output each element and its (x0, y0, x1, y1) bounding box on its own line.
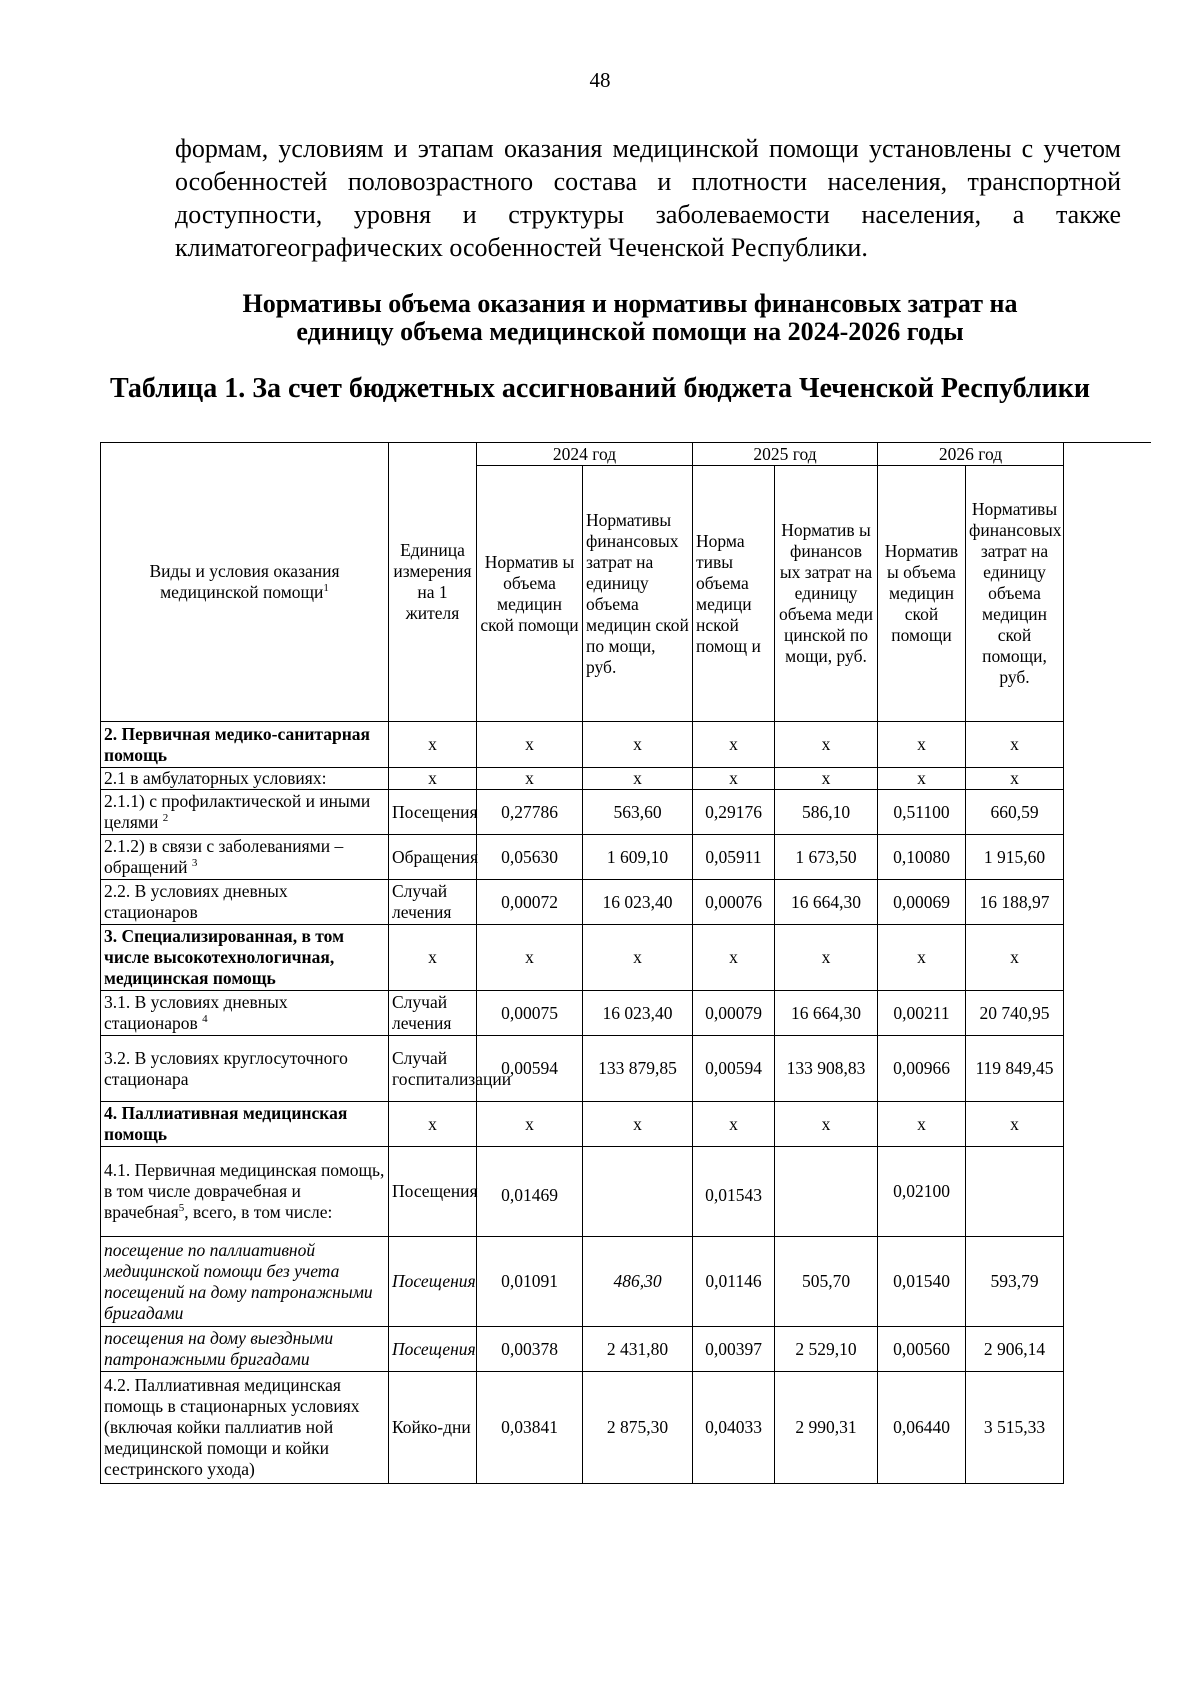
row-unit: х (389, 768, 477, 790)
row-cost-2024: 133 879,85 (583, 1036, 693, 1102)
row-cost-2024: 2 431,80 (583, 1327, 693, 1372)
row-cost-2024: х (583, 925, 693, 991)
row-cost-2026: 20 740,95 (966, 991, 1064, 1036)
row-label: 3.2. В условиях круглосуточного стационара (101, 1036, 389, 1102)
row-label: 3.1. В условиях дневных стационаров $^4$ (101, 991, 389, 1036)
row-volume-2024: 0,01469 (477, 1147, 583, 1237)
row-cost-2026: 2 906,14 (966, 1327, 1064, 1372)
row-volume-2025: х (693, 722, 775, 768)
header-year-2025: 2025 год (693, 443, 878, 466)
table-row (101, 1147, 1151, 1237)
row-volume-2026: х (878, 722, 966, 768)
row-volume-2025: 0,00079 (693, 991, 775, 1036)
row-volume-2026: 0,06440 (878, 1372, 966, 1484)
row-volume-2026: 0,10080 (878, 835, 966, 880)
row-cost-2025: 16 664,30 (775, 880, 878, 925)
row-label: 2. Первичная медико-санитарная помощь (101, 722, 389, 768)
row-cost-2024: х (583, 1102, 693, 1147)
row-volume-2024: х (477, 722, 583, 768)
row-label: 4. Паллиативная медицинская помощь (101, 1102, 389, 1147)
row-volume-2024: х (477, 925, 583, 991)
row-volume-2024: 0,27786 (477, 790, 583, 835)
section-heading (150, 290, 1110, 346)
row-label: посещения на дому выездными патронажными бригадами (101, 1327, 389, 1372)
row-cost-2026: 1 915,60 (966, 835, 1064, 880)
table-row (101, 991, 1151, 1036)
row-cost-2024: 2 875,30 (583, 1372, 693, 1484)
row-volume-2024: 0,00075 (477, 991, 583, 1036)
row-cost-2026: х (966, 925, 1064, 991)
intro-paragraph: формам, условиям и этапам оказания медицинской помощи установлены с учетом особенностей половозрастного состава и плотности населения, транспортной доступности, уровня и структуры заболеваемости населения, а также климатогеографических особенностей Чеченской Республики. (175, 134, 1121, 262)
header-cost-2025: Норматив ы финансов ых затрат на единицу объема меди цинской по мощи, руб. (775, 466, 878, 722)
table-row (101, 835, 1151, 880)
row-label: 2.1.2) в связи с заболеваниями – обращений $^3$ (101, 835, 389, 880)
table-row (101, 1327, 1151, 1372)
row-volume-2026: х (878, 768, 966, 790)
section-heading-line-1: Нормативы объема оказания и нормативы финансовых затрат на (242, 289, 1018, 318)
header-kind: Виды и условия оказания медицинской помощи$^1$ (101, 443, 389, 722)
row-volume-2026: 0,51100 (878, 790, 966, 835)
row-cost-2025: 586,10 (775, 790, 878, 835)
row-unit: Случай лечения (389, 991, 477, 1036)
row-volume-2026: 0,00966 (878, 1036, 966, 1102)
norms-table (100, 442, 1151, 1484)
row-cost-2025: 505,70 (775, 1237, 878, 1327)
page-number: 48 (589, 68, 611, 92)
row-label: 2.2. В условиях дневных стационаров (101, 880, 389, 925)
row-unit: х (389, 1102, 477, 1147)
row-volume-2025: 0,29176 (693, 790, 775, 835)
row-volume-2025: 0,01543 (693, 1147, 775, 1237)
row-volume-2026: 0,02100 (878, 1147, 966, 1237)
row-unit: Посещения (389, 1237, 477, 1327)
header-volume-2026: Норматив ы объема медицин ской помощи (878, 466, 966, 722)
table-row (101, 880, 1151, 925)
table-caption: Таблица 1. За счет бюджетных ассигнований бюджета Чеченской Республики (109, 373, 1091, 404)
table-row (101, 1036, 1151, 1102)
table-row (101, 790, 1151, 835)
row-volume-2024: х (477, 768, 583, 790)
header-volume-2025: Норма тивы объема медици нской помощ и (693, 466, 775, 722)
row-volume-2026: х (878, 925, 966, 991)
row-volume-2024: 0,00594 (477, 1036, 583, 1102)
row-cost-2026: х (966, 1102, 1064, 1147)
header-unit: Единица измерения на 1 жителя (389, 443, 477, 722)
row-volume-2025: х (693, 925, 775, 991)
row-volume-2024: 0,00072 (477, 880, 583, 925)
row-label: посещение по паллиативной медицинской помощи без учета посещений на дому патронажными бригадами (101, 1237, 389, 1327)
row-cost-2025: х (775, 722, 878, 768)
row-cost-2025: х (775, 768, 878, 790)
row-cost-2025: х (775, 1102, 878, 1147)
section-heading-line-2: единицу объема медицинской помощи на 2024-2026 годы (296, 317, 964, 346)
row-cost-2026: 16 188,97 (966, 880, 1064, 925)
row-cost-2026: х (966, 722, 1064, 768)
row-unit: Случай госпитализации (389, 1036, 477, 1102)
row-volume-2026: х (878, 1102, 966, 1147)
row-cost-2025: х (775, 925, 878, 991)
row-volume-2025: 0,01146 (693, 1237, 775, 1327)
row-unit: Обращения (389, 835, 477, 880)
row-volume-2025: х (693, 1102, 775, 1147)
row-volume-2025: 0,05911 (693, 835, 775, 880)
row-volume-2024: 0,03841 (477, 1372, 583, 1484)
row-label: 3. Специализированная, в том числе высокотехнологичная, медицинская помощь (101, 925, 389, 991)
row-volume-2026: 0,00560 (878, 1327, 966, 1372)
row-cost-2024: 486,30 (583, 1237, 693, 1327)
row-volume-2025: 0,00594 (693, 1036, 775, 1102)
row-label: 4.2. Паллиативная медицинская помощь в стационарных условиях (включая койки паллиатив ной медицинской помощи и койки сестринского ухода) (101, 1372, 389, 1484)
table-row (101, 722, 1151, 768)
row-cost-2025 (775, 1147, 878, 1237)
header-year-2026: 2026 год (878, 443, 1064, 466)
row-unit: х (389, 722, 477, 768)
header-volume-2024: Норматив ы объема медицин ской помощи (477, 466, 583, 722)
row-cost-2026: 660,59 (966, 790, 1064, 835)
row-cost-2024: 563,60 (583, 790, 693, 835)
row-label: 4.1. Первичная медицинская помощь, в том числе доврачебная и врачебная$^5$, всего, в том числе: (101, 1147, 389, 1237)
row-volume-2026: 0,00211 (878, 991, 966, 1036)
table-row (101, 1372, 1151, 1484)
row-volume-2026: 0,00069 (878, 880, 966, 925)
row-cost-2026: 593,79 (966, 1237, 1064, 1327)
row-volume-2024: 0,00378 (477, 1327, 583, 1372)
row-volume-2025: х (693, 768, 775, 790)
row-cost-2025: 133 908,83 (775, 1036, 878, 1102)
row-unit: Посещения (389, 790, 477, 835)
table-row (101, 768, 1151, 790)
row-unit: х (389, 925, 477, 991)
header-cost-2026: Нормативы финансовых затрат на единицу объема медицин ской помощи, руб. (966, 466, 1064, 722)
row-cost-2024: 16 023,40 (583, 880, 693, 925)
table-row (101, 1102, 1151, 1147)
row-unit: Посещения (389, 1327, 477, 1372)
row-volume-2026: 0,01540 (878, 1237, 966, 1327)
row-cost-2025: 1 673,50 (775, 835, 878, 880)
row-cost-2025: 16 664,30 (775, 991, 878, 1036)
row-volume-2024: 0,01091 (477, 1237, 583, 1327)
row-cost-2024: х (583, 722, 693, 768)
row-volume-2025: 0,00076 (693, 880, 775, 925)
row-cost-2024: 1 609,10 (583, 835, 693, 880)
row-unit: Койко-дни (389, 1372, 477, 1484)
row-volume-2025: 0,04033 (693, 1372, 775, 1484)
row-label: 2.1 в амбулаторных условиях: (101, 768, 389, 790)
header-year-2024: 2024 год (477, 443, 693, 466)
row-cost-2024 (583, 1147, 693, 1237)
row-cost-2025: 2 529,10 (775, 1327, 878, 1372)
row-cost-2024: х (583, 768, 693, 790)
row-cost-2025: 2 990,31 (775, 1372, 878, 1484)
row-volume-2024: 0,05630 (477, 835, 583, 880)
table-row (101, 925, 1151, 991)
row-cost-2026: 119 849,45 (966, 1036, 1064, 1102)
row-cost-2024: 16 023,40 (583, 991, 693, 1036)
row-cost-2026: 3 515,33 (966, 1372, 1064, 1484)
table-row (101, 1237, 1151, 1327)
header-cost-2024: Нормативы финансовых затрат на единицу объема медицин ской по мощи, руб. (583, 466, 693, 722)
row-unit: Случай лечения (389, 880, 477, 925)
row-volume-2024: х (477, 1102, 583, 1147)
row-label: 2.1.1) с профилактической и иными целями $^2$ (101, 790, 389, 835)
row-unit: Посещения (389, 1147, 477, 1237)
row-volume-2025: 0,00397 (693, 1327, 775, 1372)
row-cost-2026 (966, 1147, 1064, 1237)
row-cost-2026: х (966, 768, 1064, 790)
